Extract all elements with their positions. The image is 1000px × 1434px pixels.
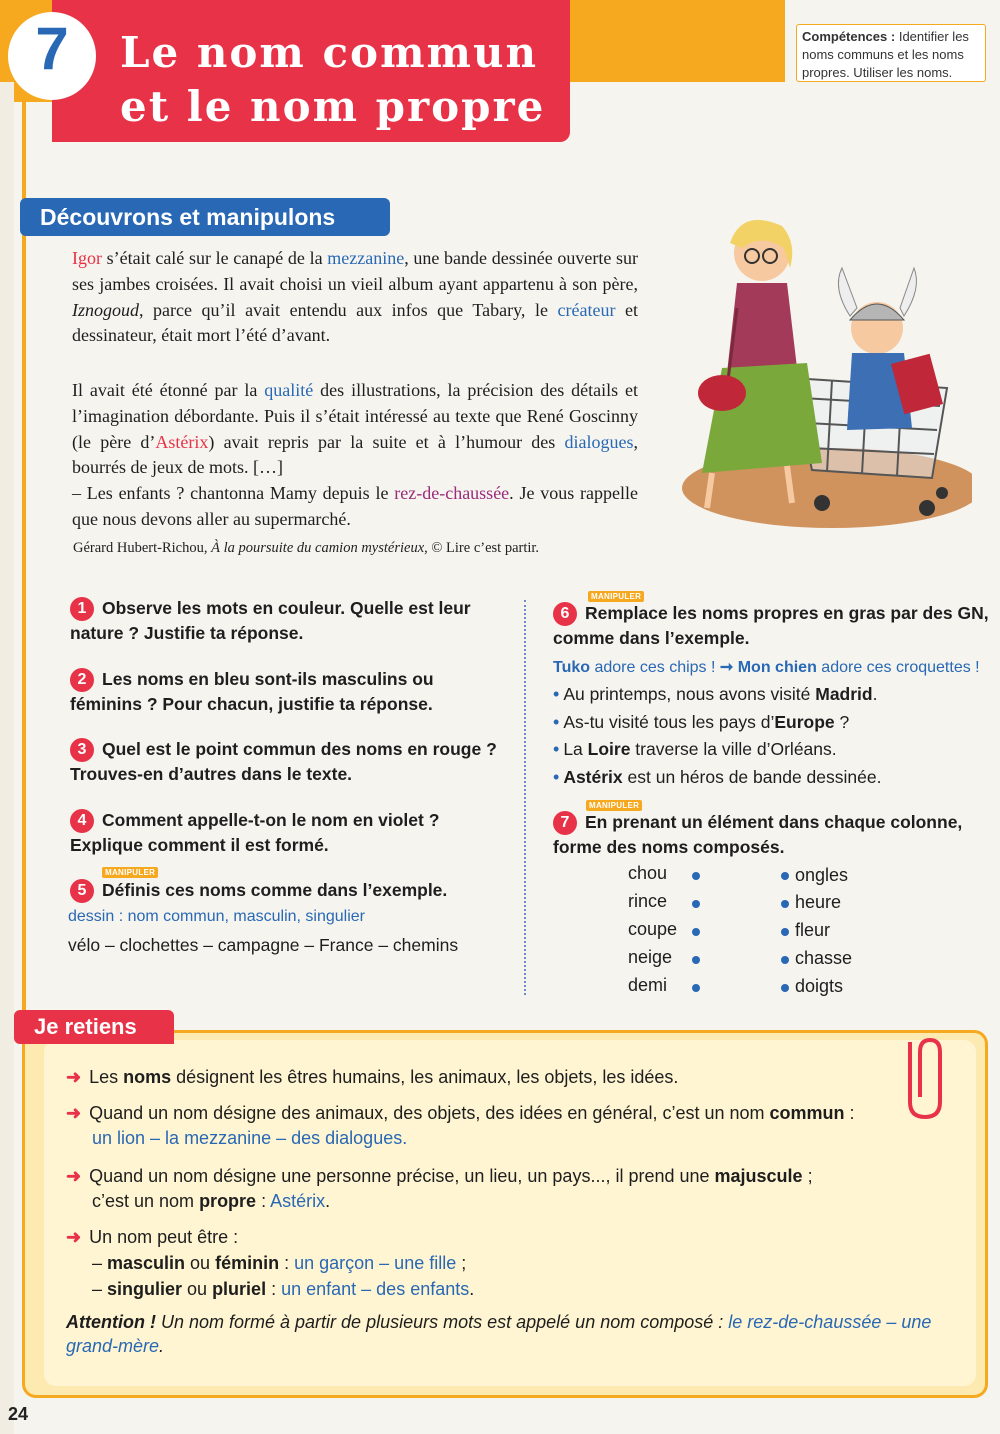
exercise-6-item-4: • Astérix est un héros de bande dessinée. xyxy=(553,767,882,787)
retiens-rule-1-text xyxy=(89,1067,678,1087)
exercise-3-text: Quel est le point commun des noms en rouge ? Trouves-en d’autres dans le texte. xyxy=(70,739,497,784)
text-run: , bourrés de jeux de mots. […] xyxy=(72,431,638,478)
exercise-6-item-3: • La Loire traverse la ville d’Orléans. xyxy=(553,739,837,759)
text-run: féminin xyxy=(215,1253,280,1273)
competences-text: Identifier les noms communs et les noms propres. Utiliser les noms. xyxy=(802,29,969,80)
text-run: pluriel xyxy=(212,1279,267,1299)
text-run: : xyxy=(266,1279,282,1299)
exercise-5-text: Définis ces noms comme dans l’exemple. xyxy=(102,880,448,900)
text-run: ou xyxy=(185,1253,216,1273)
exercise-2 xyxy=(70,667,510,717)
retiens-attention xyxy=(66,1310,956,1358)
text-run: ; xyxy=(456,1253,467,1273)
exercise-3-number: 3 xyxy=(70,738,94,762)
text-run: noms xyxy=(123,1067,172,1087)
exercise-6-example-arrow: ➞ xyxy=(719,659,734,676)
exercise-7-number: 7 xyxy=(553,811,577,835)
text-run: Il avait été étonné par la xyxy=(72,380,265,400)
retiens-rule-3: ➜ Quand un nom désigne une personne précise, un lieu, un pays..., il prend une majuscule ; xyxy=(66,1166,813,1186)
exercise-3 xyxy=(70,737,510,787)
right-dot-4[interactable] xyxy=(781,956,789,964)
exercise-4-number: 4 xyxy=(70,809,94,833)
text-run: – Les enfants ? chantonna Mamy depuis le xyxy=(72,483,395,503)
exercise-5-example: dessin : nom commun, masculin, singulier xyxy=(68,908,366,925)
right-word-2: heure xyxy=(795,892,842,912)
page-title-line1: Le nom commun xyxy=(120,28,539,77)
retiens-heading: Je retiens xyxy=(14,1010,174,1044)
left-dot-1[interactable] xyxy=(692,872,700,880)
text-run: propre xyxy=(199,1191,257,1211)
text-run: et dessinateur, était mort l’été d’avant. xyxy=(72,299,638,346)
text-paragraph-2 xyxy=(72,378,638,481)
right-word-5: doigts xyxy=(795,976,844,996)
left-dot-4[interactable] xyxy=(692,956,700,964)
text-run: Attention ! xyxy=(66,1312,156,1332)
left-word-1: chou xyxy=(628,863,668,883)
exercise-6-item-1: • Au printemps, nous avons visité Madrid. xyxy=(553,684,878,704)
left-word-3: coupe xyxy=(628,919,678,939)
exercise-5-number: 5 xyxy=(70,879,94,903)
item-2-post: ? xyxy=(834,712,850,732)
left-margin-stripe xyxy=(0,82,14,1434)
exercise-4 xyxy=(70,808,510,858)
left-word-5: demi xyxy=(628,975,668,995)
retiens-rule-4c xyxy=(92,1276,474,1302)
text-paragraph-1 xyxy=(72,246,638,349)
text-run: . xyxy=(159,1336,165,1356)
text-run: c’est un nom xyxy=(92,1191,200,1211)
text-run: Un nom formé à partir de plusieurs mots est appelé un nom composé : xyxy=(155,1312,729,1332)
exercise-5 xyxy=(70,878,510,903)
column-separator xyxy=(524,600,526,995)
text-run: s’était calé sur le canapé de la xyxy=(102,248,328,268)
exercise-6-item-2: • As-tu visité tous les pays d’Europe ? xyxy=(553,712,850,732)
right-dot-1[interactable] xyxy=(781,872,789,880)
text-run: – xyxy=(92,1279,108,1299)
exercise-1 xyxy=(70,596,510,646)
text-run: Astérix xyxy=(270,1191,326,1211)
text-run: : xyxy=(844,1103,855,1123)
text-run: : xyxy=(256,1191,271,1211)
paperclip-icon xyxy=(900,1032,950,1122)
text-run: des illustrations, la précision des détails et l’imagination débordante. Puis il s’était intéressé au texte que René Goscinny (le père d’ xyxy=(72,380,638,452)
exercise-6-example-bold1: Tuko xyxy=(553,659,591,676)
competences-label: Compétences : xyxy=(802,29,896,44)
exercise-5-words: vélo – clochettes – campagne – France – chemins xyxy=(68,935,459,955)
item-3-bold: Loire xyxy=(587,739,631,759)
text-run: Quand un nom désigne des animaux, des objets, des idées en général, c’est un nom xyxy=(89,1103,770,1123)
left-dot-2[interactable] xyxy=(692,900,700,908)
retiens-rule-2-text xyxy=(89,1103,854,1123)
exercise-6 xyxy=(553,601,993,651)
page-number: 24 xyxy=(8,1404,29,1424)
text-run: ) avait repris par la suite et à l’humour des xyxy=(208,431,565,452)
text-run: : xyxy=(279,1253,295,1273)
text-run: , une bande dessinée ouverte sur ses jambes croisées. Il avait choisi un vieil album ayant appartenu à son père, xyxy=(72,248,639,294)
right-dot-3[interactable] xyxy=(781,928,789,936)
retiens-rule-4: ➜ Un nom peut être : xyxy=(66,1227,239,1247)
text-run: Iznogoud xyxy=(72,299,139,320)
text-run: mezzanine xyxy=(327,248,405,268)
item-4-post: est un héros de bande dessinée. xyxy=(622,767,882,787)
retiens-rule-2: ➜ Quand un nom désigne des animaux, des objets, des idées en général, c’est un nom commun : xyxy=(66,1103,855,1123)
text-run: singulier xyxy=(107,1279,183,1299)
text-run: Astérix xyxy=(155,431,209,452)
text-run: . xyxy=(469,1279,475,1299)
text-run: rez-de-chaussée xyxy=(394,483,510,503)
right-dot-2[interactable] xyxy=(781,900,789,908)
exercise-6-text: Remplace les noms propres en gras par des GN, comme dans l’exemple. xyxy=(553,603,989,648)
credit-rest: , © Lire c’est partir. xyxy=(424,540,540,556)
text-run: commun xyxy=(769,1103,845,1123)
exercise-6-manipuler-tag: MANIPULER xyxy=(588,591,644,602)
exercise-7-manipuler-tag: MANIPULER xyxy=(586,800,642,811)
text-run: . xyxy=(325,1191,331,1211)
exercise-5-manipuler-tag: MANIPULER xyxy=(102,867,158,878)
text-run: ou xyxy=(182,1279,213,1299)
exercise-6-number: 6 xyxy=(553,602,577,626)
item-2-bold: Europe xyxy=(774,712,835,732)
left-dot-5[interactable] xyxy=(692,984,700,992)
text-run: un garçon – une fille xyxy=(294,1253,457,1273)
retiens-rule-3-text xyxy=(89,1166,812,1186)
text-run: ; xyxy=(802,1166,813,1186)
exercise-6-example-mid2: adore ces croquettes ! xyxy=(816,659,980,676)
page-title-line2: et le nom propre xyxy=(120,82,546,131)
text-run: masculin xyxy=(107,1253,186,1273)
exercise-7 xyxy=(553,810,993,860)
text-run: . Je vous rappelle que nous devons aller au supermarché. xyxy=(72,483,639,529)
exercise-6-example xyxy=(553,657,980,677)
credit-title: À la poursuite du camion mystérieux xyxy=(211,540,425,556)
exercise-6-example-bold2: Mon chien xyxy=(733,659,817,676)
item-1-bold: Madrid xyxy=(815,684,873,704)
item-1-post: . xyxy=(872,684,878,704)
text-run: majuscule xyxy=(714,1166,803,1186)
text-run: un enfant – des enfants xyxy=(281,1279,470,1299)
text-run: dialogues xyxy=(564,431,634,452)
retiens-rule-4b xyxy=(92,1250,466,1276)
exercise-4-text: Comment appelle-t-on le nom en violet ? Explique comment il est formé. xyxy=(70,810,440,855)
illustration-shopping-cart xyxy=(672,208,972,533)
right-word-4: chasse xyxy=(795,948,853,968)
exercise-1-number: 1 xyxy=(70,597,94,621)
credit-author: Gérard Hubert-Richou, xyxy=(73,540,212,556)
chapter-number: 7 xyxy=(35,15,69,82)
text-run: , parce qu’il avait entendu aux infos que Tabary, le xyxy=(139,299,558,320)
text-credit xyxy=(73,540,539,557)
left-word-4: neige xyxy=(628,947,673,967)
retiens-rule-3b xyxy=(92,1188,330,1214)
text-run: Les xyxy=(89,1067,124,1087)
item-2-pre: As-tu visité tous les pays d’ xyxy=(563,712,775,732)
text-run: désignent les êtres humains, les animaux, les objets, les idées. xyxy=(171,1067,679,1087)
text-run: le rez-de-chaussée – une grand-mère xyxy=(66,1312,932,1356)
right-word-3: fleur xyxy=(795,920,831,940)
exercise-2-text: Les noms en bleu sont-ils masculins ou féminins ? Pour chacun, justifie ta réponse. xyxy=(70,669,434,714)
right-dot-5[interactable] xyxy=(781,984,789,992)
exercise-1-text: Observe les mots en couleur. Quelle est leur nature ? Justifie ta réponse. xyxy=(70,598,471,643)
item-4-bold: Astérix xyxy=(563,767,623,787)
right-word-1: ongles xyxy=(795,865,849,885)
competences-box xyxy=(796,24,986,82)
text-run: Igor xyxy=(72,248,102,268)
exercise-6-example-mid1: adore ces chips ! xyxy=(590,659,720,676)
text-run: Quand un nom désigne une personne précise, un lieu, un pays..., il prend une xyxy=(89,1166,715,1186)
section-heading: Découvrons et manipulons xyxy=(20,198,390,236)
exercise-7-text: En prenant un élément dans chaque colonne, forme des noms composés. xyxy=(553,812,963,857)
exercise-2-number: 2 xyxy=(70,668,94,692)
left-word-2: rince xyxy=(628,891,668,911)
left-orange-rule xyxy=(22,100,26,1010)
text-run: – xyxy=(92,1253,108,1273)
text-paragraph-3 xyxy=(72,481,638,533)
retiens-rule-4-text: Un nom peut être : xyxy=(89,1227,239,1247)
text-run: créateur xyxy=(557,299,616,320)
item-3-post: traverse la ville d’Orléans. xyxy=(630,739,837,759)
text-run: qualité xyxy=(264,380,314,400)
retiens-rule-2-example: un lion – la mezzanine – des dialogues. xyxy=(92,1128,408,1148)
left-dot-3[interactable] xyxy=(692,928,700,936)
item-3-pre: La xyxy=(563,739,588,759)
item-1-pre: Au printemps, nous avons visité xyxy=(563,684,816,704)
retiens-rule-1: ➜ Les noms désignent les êtres humains, les animaux, les objets, les idées. xyxy=(66,1067,679,1087)
